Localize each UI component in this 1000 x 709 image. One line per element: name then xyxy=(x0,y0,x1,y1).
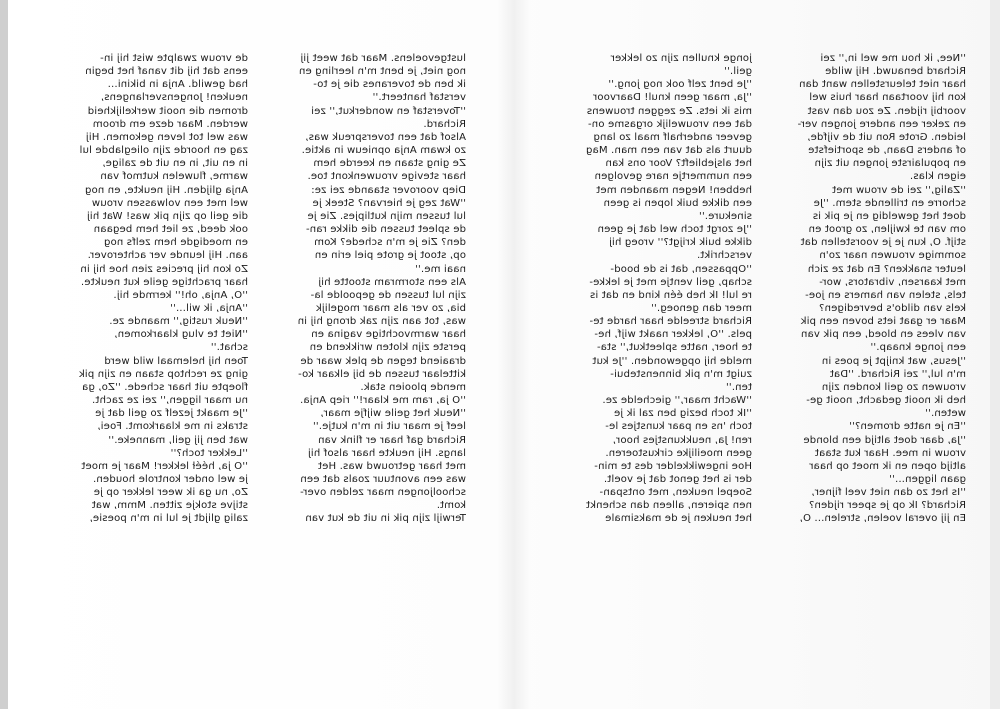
text-line: nen spieren, alleen dan schenkt xyxy=(585,500,752,512)
text-line: ''En je natte dromen?'' xyxy=(849,421,966,433)
text-line: ten.'' xyxy=(725,381,752,393)
text-line: wel met een volwassen vrouw xyxy=(91,197,248,209)
text-line: ''Wacht maar,'' giechelde ze. xyxy=(602,395,752,407)
text-line: ''O, Anja, oh!'' kermde hij. xyxy=(113,289,248,301)
text-line: of anders Daan, de sportiefste xyxy=(808,145,966,157)
text-line: geil.'' xyxy=(723,66,752,78)
text-line: op, stoot je grote piel erin en xyxy=(314,250,466,262)
text-line: Ze ging staan en keerde hem xyxy=(313,158,466,170)
text-line: der is het genot dat je voelt. xyxy=(603,474,752,485)
text-line: ''O ja, hééł lekker! Maar je moet xyxy=(81,460,248,472)
text-line: dikke buik krijgt?'' vroeg hij xyxy=(608,237,752,249)
text-line: ''Niet te vlug klaarkomen, xyxy=(114,329,248,341)
text-line: mis ik iets. Ze zeggen trouwens xyxy=(586,105,752,117)
text-line: zijn lul tussen de gepoolde la- xyxy=(310,289,466,301)
text-line: schooljongen maar zelden over- xyxy=(299,487,466,499)
text-line: Toen hij helemaal wild werd xyxy=(104,355,248,367)
text-line: ''Nee, ik hou me wel in,'' zei xyxy=(820,53,966,64)
text-line: ''Neuk rustig,'' maande ze. xyxy=(109,316,248,328)
text-line: Richard? Ik op je speer rijden? xyxy=(808,500,966,512)
text-line: kon hij voortaan haar huis wel xyxy=(809,92,966,104)
text-line: kittelaar tussen de bij elkaar ko- xyxy=(297,368,466,380)
text-line: re lul! Ik heb één kind en dat is xyxy=(589,289,752,301)
text-line: eens dat hij dit vanaf het begin xyxy=(85,66,248,78)
text-line: een dikke buik lopen is geen xyxy=(603,197,752,209)
text-line: leuter snakken? En dat ze zich xyxy=(807,263,966,275)
text-line: Richard streelde haar harde te- xyxy=(589,316,752,328)
text-line: de spleet tussen die dikke ran- xyxy=(305,224,466,236)
text-line: het alsjeblieft? Voor ons kan xyxy=(605,158,752,170)
text-line: ''Wat zeg je hiervan? Steek je xyxy=(312,197,466,209)
text-line: ''Lekker toch?'' xyxy=(170,447,248,459)
page-edge-right xyxy=(990,0,1000,709)
text-line: in en uit, in en uit de zalige, xyxy=(102,158,248,170)
text-line: ''Zalig,'' zei de vrouw met xyxy=(832,184,966,196)
text-line: om van te kwijlen, zo groot en xyxy=(808,224,966,236)
text-line: was, tot aan zijn zak drong hij in xyxy=(297,316,466,328)
text-line: ''Ja, maar geen knul! Daarvoor xyxy=(592,92,752,104)
text-line: aan. Hij leunde ver achterover. xyxy=(87,250,248,262)
text-line: een jonge knaap.'' xyxy=(870,342,966,354)
text-line: ''Is het zo dan niet veel fijner, xyxy=(811,487,966,499)
text-line: leiden. Grote Ron uit de vijfde, xyxy=(807,131,966,143)
text-line: schap, geil ventje met je lekke- xyxy=(589,276,752,288)
text-line: wat ben jij geil, manneke.'' xyxy=(108,434,248,446)
text-line: ging ze rechtop staan en zijn pik xyxy=(78,368,248,380)
text-line: was een avontuur zoals dat een xyxy=(300,474,466,485)
text-line: sommige vrouwen naar zo'n xyxy=(819,250,966,262)
text-line: Diep voorover staande zei ze: xyxy=(311,184,466,196)
text-line: haar prachtige geile kut neukte. xyxy=(80,276,248,288)
text-line: de vrouw zwalpte wist hij in- xyxy=(100,53,248,64)
text-line: Richard benauwd. Hij wilde xyxy=(824,66,966,78)
text-line: lul tussen mijn kutlipjes. Zie je xyxy=(307,210,466,222)
page-gutter xyxy=(497,0,531,709)
text-line: ''Jesus, wat knijpt je poes in xyxy=(821,355,966,367)
text-line: perste zijn kloten wrikkend en xyxy=(309,342,466,354)
text-line: bia, zo ver als maar mogelijk xyxy=(315,302,466,314)
text-line: En jij overal voelen, strelen... O, xyxy=(799,513,966,525)
text-line: ''Je bent zelf ook nog jong.'' xyxy=(608,79,752,91)
text-line: floepte uit haar schede. ''Zo, ga xyxy=(81,381,248,393)
text-line: werden. Maar deze em droom xyxy=(92,118,248,130)
text-line: duurt als dat van een man. Mag xyxy=(585,145,752,157)
text-line: ''O ja, ram me klaar!'' riep Anja. xyxy=(299,395,466,407)
text-line: Zo, nu ga ik weer lekker op je xyxy=(93,487,248,499)
text-line: en moedigde hem zelfs nog xyxy=(103,237,248,249)
text-line: verschrikt. xyxy=(696,250,752,262)
text-line: m'n lul,'' zei Richard. ''Dat xyxy=(829,368,966,380)
text-line: Zo kon hij precies zien hoe hij in xyxy=(80,263,248,275)
text-line: schat.'' xyxy=(210,342,248,354)
text-line: verstaf hanteert.'' xyxy=(372,92,466,104)
text-line: vrouw in mee. Haar kut staat xyxy=(814,447,966,459)
text-line: weten.'' xyxy=(925,408,966,420)
text-line: die geil op zijn pik was! Wat hij xyxy=(86,210,248,222)
text-line: meer dan genoeg.'' xyxy=(650,302,752,314)
text-line: Anja glijden. Hij neukte, en nog xyxy=(84,184,248,196)
text-line: draaiend tegen de plek waar de xyxy=(300,355,466,367)
text-line: van vlees en bloed, een pik van xyxy=(800,329,966,341)
text-line: haar stevige vrouwenkont toe. xyxy=(307,171,466,183)
text-line: den? Zie je m'n schede? Kom xyxy=(314,237,466,249)
text-line: vrouwen zo geil konden zijn xyxy=(821,381,966,393)
text-line: stijve stokje zitten. Mmm, wat xyxy=(91,500,248,512)
text-line: dromen die nooit werkelijkheid xyxy=(87,105,248,117)
page-edge-left xyxy=(0,0,8,709)
text-line: ren! Ja, neukkunstjes hoor, xyxy=(612,434,752,446)
text-line: naai me.'' xyxy=(414,263,466,275)
text-line: ''Ja, daar doet altijd een blonde xyxy=(803,434,966,446)
text-line: geen moeilijke cirkustoeren. xyxy=(605,447,752,459)
text-line: straks in me klaarkomt. Foei, xyxy=(97,421,248,433)
text-line: Als een stormram stootte hij xyxy=(318,276,466,288)
text-line: een nummertje nare gevolgen xyxy=(594,171,752,183)
text-line: was wel tot leven gekomen. Hij xyxy=(85,131,248,143)
text-line: ''Neuk het geile wijfje maar, xyxy=(320,408,466,420)
text-line: te hoer, natte spleetkut,'' sta- xyxy=(596,342,752,354)
text-line: warme, fluwelen kutmof van xyxy=(100,171,248,183)
text-column-4 xyxy=(762,52,966,702)
text-line: altijd open en ik moet op haar xyxy=(809,460,966,472)
text-column-2 xyxy=(262,52,466,702)
text-line: doet het geweldig en je pik is xyxy=(812,210,966,222)
text-line: ''Toverstaf en wonderkut,'' zei xyxy=(311,105,466,117)
text-line: nog niet, je bent m'n leerling en xyxy=(298,66,466,78)
text-line: je wel onder kontrole houden. xyxy=(92,474,248,485)
text-line: Alsof dat een toverspreuk was, xyxy=(305,131,466,143)
text-line: lustgevoelens. Maar dat weet jij xyxy=(300,53,466,64)
text-line: en populairste jongen uit zijn xyxy=(814,158,966,170)
text-line: ''Anja, ik wil...'' xyxy=(169,302,248,314)
text-line: langs. Hij neukte haar alsof hij xyxy=(307,447,466,459)
text-line: neuken! Jongensverlangens, xyxy=(100,92,248,104)
text-line: had gewild. Anja in bikini... xyxy=(107,79,248,91)
text-line: zuigt m'n pik binnenstebui- xyxy=(610,368,752,380)
text-line: Maar er gaat iets boven een pik xyxy=(800,316,966,328)
text-line: geveer anderhalf maal zo lang xyxy=(593,131,752,143)
text-line: met haar getrouwd was. Het xyxy=(317,460,466,472)
text-line: kels van dildo's bevredigen? xyxy=(818,302,966,314)
text-line: leef je maar uit in m'n kutje.'' xyxy=(312,421,466,433)
text-line: het neuken je de maksimale xyxy=(605,513,752,525)
text-line: ook deed, ze liet hem begaan xyxy=(93,224,248,236)
text-line: Terwijl zijn pik in uit de kut van xyxy=(305,513,466,525)
text-line: ''Je maakt jezelf zo geil dat je xyxy=(95,408,248,420)
text-line: tels, stelen van hamers en joe- xyxy=(805,289,966,301)
text-line: stijf. O, kun je je voorstellen dat xyxy=(800,237,966,249)
text-line: zalig glijdt je lul in m'n poesie, xyxy=(89,513,248,525)
text-line: voorbij rijden. Ze zou dan vast xyxy=(807,105,966,117)
text-line: Soepel neuken, met ontspan- xyxy=(599,487,752,499)
text-column-3 xyxy=(548,52,752,702)
text-line: haar niet teleurstellen want dan xyxy=(798,79,966,91)
text-line: met kaarsen, vibrators, wor- xyxy=(819,276,966,288)
text-line: heb ik nooit gedacht, nooit ge- xyxy=(806,395,966,407)
text-line: ''Oppassen, dat is de bood- xyxy=(610,263,752,275)
text-line: ''Ik toch bezig ben zal ik je xyxy=(613,408,752,420)
text-line: hebben! Negen maanden met xyxy=(596,184,752,196)
text-line: sinekure.'' xyxy=(698,210,752,222)
text-line: en zeker een andere jongen ver- xyxy=(797,118,966,130)
text-line: komt. xyxy=(436,500,466,512)
text-line: nu maar liggen,'' zei ze zacht. xyxy=(91,395,248,407)
text-line: Richard gaf haar er flink van xyxy=(317,434,466,446)
text-line: eigen klas. xyxy=(909,171,966,183)
text-line: pels. ''O, lekker naakt wijf, he- xyxy=(594,329,752,341)
text-line: Richard. xyxy=(423,118,466,130)
text-line: toch 'ns en paar kunstjes le- xyxy=(605,421,752,433)
text-column-1 xyxy=(44,52,248,702)
text-line: haar warmvochtige vagina en xyxy=(311,329,466,341)
text-line: dat een vrouwelijk orgasme on- xyxy=(587,118,752,130)
text-line: ik ben de toveranes die je to- xyxy=(313,79,466,91)
text-line: gaan liggen...'' xyxy=(889,474,966,485)
text-line: ''Je zorgt toch wel dat je geen xyxy=(597,224,752,236)
text-line: melde hij opgewonden. ''Je kut xyxy=(592,355,752,367)
text-line: Hoe ingewikkelder des te min- xyxy=(594,460,752,472)
text-line: jonge knullen zijn zo lekker xyxy=(610,53,752,64)
text-line: zo kwam Anja opnieuw in aktie. xyxy=(301,145,466,157)
text-line: zag en hoorde zijn olieglabde lul xyxy=(79,145,248,157)
text-line: schorre en trillende stem. ''Je xyxy=(813,197,966,209)
text-line: mende plooien stak. xyxy=(360,381,466,393)
